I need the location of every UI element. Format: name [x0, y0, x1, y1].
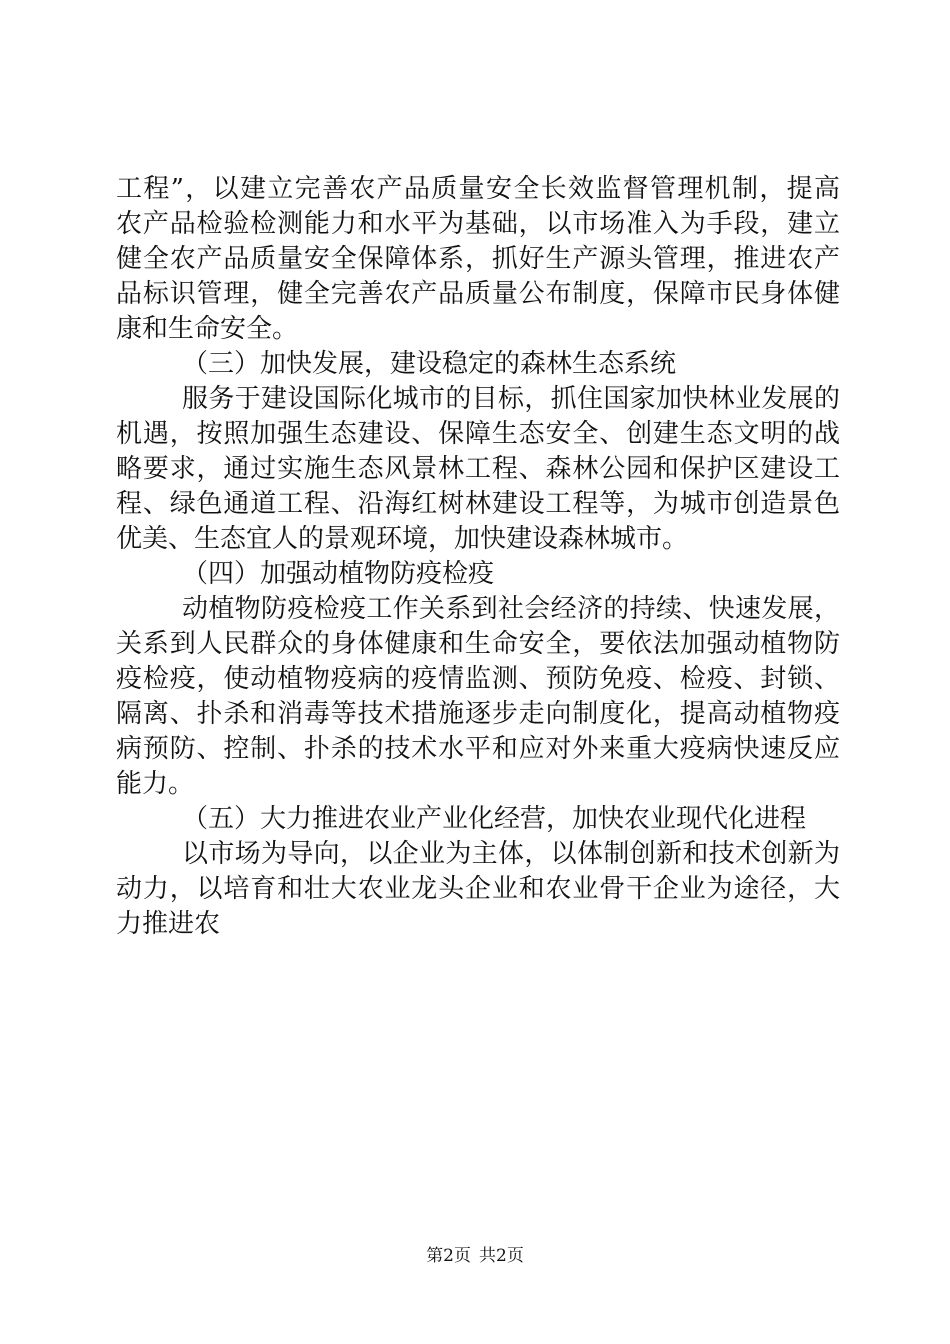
- section-heading-4: （四）加强动植物防疫检疫: [182, 559, 495, 589]
- paragraph-line: 服务于建设国际化城市的目标，抓住国家加快林业发展的: [182, 384, 840, 414]
- paragraph-line: 隔离、扑杀和消毒等技术措施逐步走向制度化，提高动植物疫: [116, 699, 840, 729]
- paragraph-line: 康和生命安全。: [116, 314, 299, 344]
- paragraph-line: 能力。: [116, 769, 195, 799]
- paragraph-line: 病预防、控制、扑杀的技术水平和应对外来重大疫病快速反应: [116, 734, 840, 764]
- paragraph-line: 优美、生态宜人的景观环境，加快建设森林城市。: [116, 524, 689, 554]
- section-heading-5: （五）大力推进农业产业化经营，加快农业现代化进程: [182, 804, 807, 834]
- page-number: 第2页: [426, 1246, 471, 1266]
- paragraph-line: 健全农产品质量安全保障体系，抓好生产源头管理，推进农产: [116, 244, 840, 274]
- paragraph-line: 略要求，通过实施生态风景林工程、森林公园和保护区建设工: [116, 454, 840, 484]
- paragraph-line: 动力，以培育和壮大农业龙头企业和农业骨干企业为途径，大: [116, 874, 840, 904]
- paragraph-line: 疫检疫，使动植物疫病的疫情监测、预防免疫、检疫、封锁、: [116, 664, 840, 694]
- section-heading-3: （三）加快发展，建设稳定的森林生态系统: [182, 349, 677, 379]
- document-body: [116, 172, 840, 942]
- page-footer: [0, 1244, 950, 1268]
- paragraph-line: 力推进农: [116, 909, 221, 939]
- paragraph-line: 工程”，以建立完善农产品质量安全长效监督管理机制，提高: [116, 174, 840, 204]
- paragraph-line: 关系到人民群众的身体健康和生命安全，要依法加强动植物防: [116, 629, 840, 659]
- paragraph-line: 程、绿色通道工程、沿海红树林建设工程等，为城市创造景色: [116, 489, 840, 519]
- paragraph-line: 农产品检验检测能力和水平为基础，以市场准入为手段，建立: [116, 209, 840, 239]
- paragraph-line: 机遇，按照加强生态建设、保障生态安全、创建生态文明的战: [116, 419, 840, 449]
- paragraph-line: 以市场为导向，以企业为主体，以体制创新和技术创新为: [182, 839, 840, 869]
- page-total: 共2页: [479, 1246, 524, 1266]
- paragraph-line: 动植物防疫检疫工作关系到社会经济的持续、快速发展，: [182, 594, 840, 624]
- paragraph-line: 品标识管理，健全完善农产品质量公布制度，保障市民身体健: [116, 279, 840, 309]
